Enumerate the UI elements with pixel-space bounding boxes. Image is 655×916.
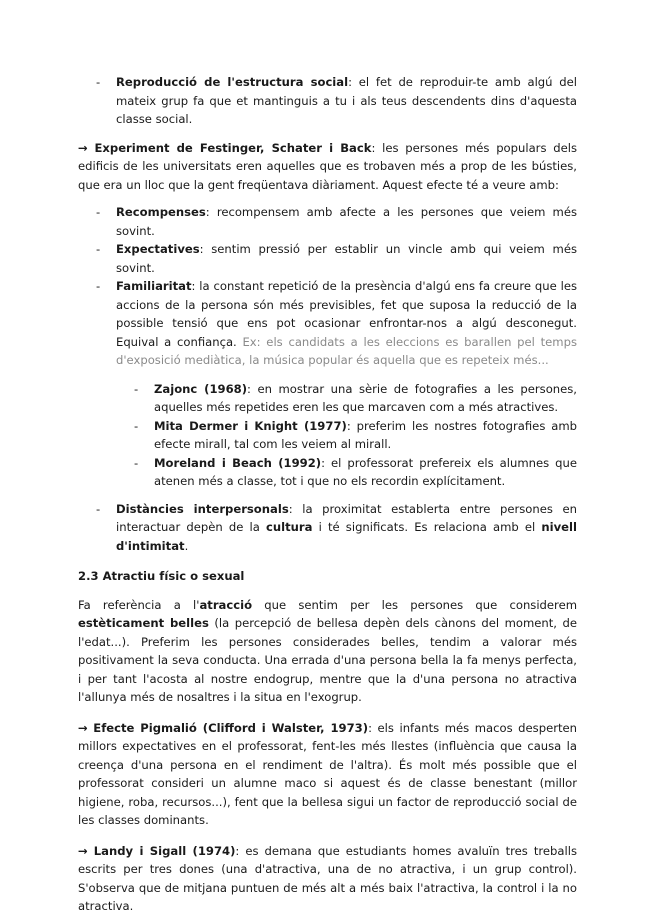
dash-bullet: - [96, 205, 101, 219]
dash-bullet: - [96, 242, 101, 256]
term-reproduccio: Reproducció de l'estructura social [116, 75, 349, 89]
top-list [78, 73, 577, 129]
dash-bullet: - [96, 279, 101, 293]
dash-bullet: - [96, 75, 101, 89]
list-item-recompenses: - Recompenses: recompensem amb afecte a les persones que veiem més sovint. [96, 205, 577, 238]
distances-list [78, 500, 577, 556]
list-item-expectatives: - Expectatives: sentim pressió per establir un vincle amb qui veiem més sovint. [96, 242, 577, 275]
landy-paragraph: → Landy i Sigall (1974): es demana que estudiants homes avaluïn tres treballs escrits per tres dones (una d'atractiva, una de no atractiva, i un grup control). S'observa que de mitjana puntuen de més alt a més baix l'atractiva, la control i la no atractiva. [78, 843, 578, 913]
section-heading: 2.3 Atractiu físic o sexual [78, 569, 245, 583]
familiarity-studies-list [78, 380, 577, 491]
list-item-reproduccio: - Reproducció de l'estructura social: el fet de reproduir-te amb algú del mateix grup fa que et mantinguis a tu i als teus descendents dins d'aquesta classe social. [96, 75, 577, 126]
term-festinger: Experiment de Festinger, Schater i Back [94, 140, 372, 155]
attraction-paragraph: Fa referència a l'atracció que sentim per les persones que considerem estèticament belles (la percepció de bellesa depèn dels cànons del moment, de l'edat...). Preferim les persones considerades belles, tendim a valorar més positivament la seva conducta. Una errada d'una persona bella la fa menys perfecta, i per tant l'acosta al nostre endogrup, mentre que la d'una persona no atractiva l'allunya més de nosaltres i la situa en l'exogrup. [78, 597, 577, 704]
example-note: Ex: els candidats a les eleccions es barallen pel temps d'exposició mediàtica, la música popular és aquella que es repeteix més... [116, 334, 577, 367]
pygmalion-paragraph: → Efecte Pigmalió (Clifford i Walster, 1973): els infants més macos desperten millors expectatives en el professorat, fent-les més llestes (influència que causa la creença d'una persona en el rendiment de l'altra). És molt més possible que el professorat consideri un alumne maco si aquest és de classe benestant (millor higiene, roba, recursos...), fent que la bellesa sigui un factor de reproducció social de les classes dominants. [78, 720, 578, 827]
list-item-zajonc: - Zajonc (1968): en mostrar una sèrie de fotografies a les persones, aquelles més repetides eren les que marcaven com a més atractives. [134, 381, 577, 414]
arrow-icon: → [78, 140, 88, 155]
list-item-distancies: - Distàncies interpersonals: la proximitat establerta entre persones en interactuar depèn de la cultura i té significats. Es relaciona amb el nivell d'intimitat. [96, 501, 577, 553]
festinger-paragraph: → Experiment de Festinger, Schater i Back: les persones més populars dels edificis de les universitats eren aquelles que es trobaven més a prop de les bústies, que era un lloc que la gent freqüentava diàriament. Aquest efecte té a veure amb: [78, 140, 578, 192]
arrow-icon: → [78, 720, 88, 735]
list-item-familiaritat: - Familiaritat: la constant repetició de la presència d'algú ens fa creure que les accions de la persona són més previsibles, fet que suposa la reducció de la possible tensió que ens pot ocasionar enfrontar-nos a algú desconegut. Equival a confiança. Ex: els candidats a les eleccions es barallen pel temps d'exposició mediàtica, la música popular és aquella que es repeteix més... [96, 279, 577, 367]
dash-bullet: - [134, 381, 139, 396]
festinger-effects-list [78, 203, 577, 370]
dash-bullet: - [96, 501, 101, 516]
list-item-moreland: - Moreland i Beach (1992): el professorat prefereix els alumnes que atenen més a classe, tot i que no els recordin explícitament. [134, 455, 578, 488]
dash-bullet: - [134, 455, 139, 470]
list-item-mita: - Mita Dermer i Knight (1977): preferim les nostres fotografies amb efecte mirall, tal com les veiem al mirall. [134, 418, 577, 451]
dash-bullet: - [134, 418, 139, 433]
arrow-icon: → [78, 843, 88, 858]
